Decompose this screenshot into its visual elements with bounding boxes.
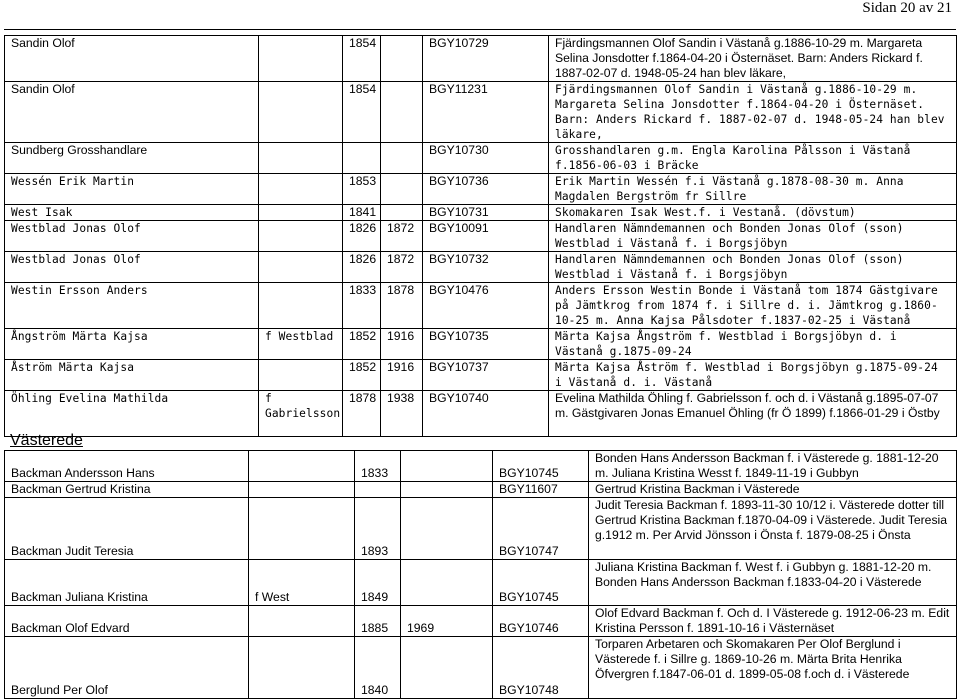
record-id: BGY10731 [423,205,549,221]
record-description: Handlaren Nämndemannen och Bonden Jonas Olof (sson) Westblad i Västanå f. i Borgsjöbyn [549,252,957,283]
record-id: BGY10745 [493,560,589,606]
birth-year: 1833 [343,283,381,329]
table-row [5,498,957,560]
birth-year: 1854 [343,36,381,82]
death-year: 1872 [381,252,423,283]
record-id: BGY10745 [493,451,589,482]
birth-year: 1841 [343,205,381,221]
maiden-name: f Gabrielsson [259,391,343,437]
death-year [401,637,493,699]
table-row [5,174,957,205]
table-row [5,252,957,283]
maiden-name [249,482,355,498]
birth-year [343,143,381,174]
table-row [5,637,957,699]
maiden-name [259,221,343,252]
record-id: BGY11231 [423,82,549,143]
person-name: Westin Ersson Anders [5,283,259,329]
death-year: 1916 [381,329,423,360]
maiden-name [249,606,355,637]
death-year: 1916 [381,360,423,391]
record-description: Fjärdingsmannen Olof Sandin i Västanå g.1886-10-29 m. Margareta Selina Jonsdotter f.1864-04-20 i Östernäset. Barn: Anders Rickard f. 1887-02-07 d. 1948-05-24 han blev läkare, [549,36,957,82]
table-row [5,143,957,174]
record-id: BGY10746 [493,606,589,637]
table-row [5,360,957,391]
record-id: BGY10737 [423,360,549,391]
person-name: Sundberg Grosshandlare [5,143,259,174]
birth-year: 1885 [355,606,401,637]
table-row [5,329,957,360]
maiden-name [249,451,355,482]
person-name: Backman Juliana Kristina [5,560,249,606]
record-description: Skomakaren Isak West.f. i Vestanå. (dövstum) [549,205,957,221]
birth-year [355,482,401,498]
death-year [401,498,493,560]
death-year: 1938 [381,391,423,437]
birth-year: 1849 [355,560,401,606]
record-id: BGY10476 [423,283,549,329]
record-description: Juliana Kristina Backman f. West f. i Gubbyn g. 1881-12-20 m. Bonden Hans Andersson Backman f.1833-04-20 i Västerede [589,560,957,606]
person-name: Åström Märta Kajsa [5,360,259,391]
register-table-top [4,35,957,437]
record-id: BGY10735 [423,329,549,360]
record-description: Grosshandlaren g.m. Engla Karolina Pålsson i Västanå f.1856-06-03 i Bräcke [549,143,957,174]
person-name: Ångström Märta Kajsa [5,329,259,360]
maiden-name [259,283,343,329]
person-name: Westblad Jonas Olof [5,221,259,252]
record-description: Handlaren Nämndemannen och Bonden Jonas Olof (sson) Westblad i Västanå f. i Borgsjöbyn [549,221,957,252]
person-name: Sandin Olof [5,82,259,143]
maiden-name [259,205,343,221]
maiden-name [259,360,343,391]
death-year [401,560,493,606]
table-row [5,205,957,221]
table-row [5,560,957,606]
maiden-name [249,498,355,560]
record-description: Judit Teresia Backman f. 1893-11-30 10/12 i. Västerede dotter till Gertrud Kristina Backman f.1870-04-09 i Västerede. Judit Teresia g.1912 m. Per Arvid Jönsson i Önsta f. 1879-08-25 i Önsta [589,498,957,560]
maiden-name [259,36,343,82]
maiden-name: f West [249,560,355,606]
record-id: BGY10736 [423,174,549,205]
record-id: BGY10732 [423,252,549,283]
record-description: Erik Martin Wessén f.i Västanå g.1878-08-30 m. Anna Magdalen Bergström fr Sillre [549,174,957,205]
header-divider [4,29,956,30]
table-row [5,451,957,482]
birth-year: 1853 [343,174,381,205]
birth-year: 1840 [355,637,401,699]
person-name: Berglund Per Olof [5,637,249,699]
maiden-name [259,252,343,283]
person-name: Backman Olof Edvard [5,606,249,637]
person-name: Sandin Olof [5,36,259,82]
birth-year: 1826 [343,221,381,252]
record-description: Bonden Hans Andersson Backman f. i Västerede g. 1881-12-20 m. Juliana Kristina Wesst f. 1849-11-19 i Gubbyn [589,451,957,482]
death-year [401,482,493,498]
death-year [381,36,423,82]
maiden-name: f Westblad [259,329,343,360]
record-id: BGY10729 [423,36,549,82]
table-row [5,82,957,143]
table-row [5,606,957,637]
death-year: 1878 [381,283,423,329]
table-row [5,283,957,329]
record-description: Torparen Arbetaren och Skomakaren Per Olof Berglund i Västerede f. i Sillre g. 1869-10-26 m. Märta Brita Henrika Öfvergren f.1847-06-01 d. 1899-05-08 f.och d. i Västerede [589,637,957,699]
person-name: Öhling Evelina Mathilda [5,391,259,437]
death-year: 1872 [381,221,423,252]
page-number-label: Sidan 20 av 21 [862,0,952,16]
record-id: BGY11607 [493,482,589,498]
maiden-name [259,143,343,174]
person-name: Backman Andersson Hans [5,451,249,482]
record-description: Evelina Mathilda Öhling f. Gabrielsson f. och d. i Västanå g.1895-07-07 m. Gästgivaren Jonas Emanuel Öhling (fr Ö 1899) f.1866-01-29 i Östby [549,391,957,437]
maiden-name [249,637,355,699]
record-id: BGY10748 [493,637,589,699]
register-table-section [4,450,957,699]
birth-year: 1854 [343,82,381,143]
record-description: Fjärdingsmannen Olof Sandin i Västanå g.1886-10-29 m. Margareta Selina Jonsdotter f.1864-04-20 i Östernäset. Barn: Anders Rickard f. 1887-02-07 d. 1948-05-24 han blev läkare, [549,82,957,143]
record-id: BGY10091 [423,221,549,252]
birth-year: 1893 [355,498,401,560]
person-name: Wessén Erik Martin [5,174,259,205]
person-name: West Isak [5,205,259,221]
record-description: Anders Ersson Westin Bonde i Västanå tom 1874 Gästgivare på Jämtkrog from 1874 f. i Sillre d. i. Jämtkrog g.1860-10-25 m. Anna Kajsa Pålsdoter f.1837-02-25 i Västanå [549,283,957,329]
table-row [5,221,957,252]
person-name: Westblad Jonas Olof [5,252,259,283]
birth-year: 1852 [343,329,381,360]
maiden-name [259,82,343,143]
record-id: BGY10740 [423,391,549,437]
birth-year: 1852 [343,360,381,391]
birth-year: 1833 [355,451,401,482]
record-description: Märta Kajsa Åström f. Westblad i Borgsjöbyn g.1875-09-24 i Västanå d. i. Västanå [549,360,957,391]
birth-year: 1878 [343,391,381,437]
table-row [5,482,957,498]
death-year: 1969 [401,606,493,637]
record-id: BGY10747 [493,498,589,560]
death-year [381,143,423,174]
record-description: Gertrud Kristina Backman i Västerede [589,482,957,498]
table-row [5,391,957,437]
section-title: Västerede [10,432,83,449]
table-row [5,36,957,82]
record-description: Olof Edvard Backman f. Och d. I Västerede g. 1912-06-23 m. Edit Kristina Persson f. 1891-10-16 i Västernäset [589,606,957,637]
birth-year: 1826 [343,252,381,283]
person-name: Backman Gertrud Kristina [5,482,249,498]
maiden-name [259,174,343,205]
death-year [381,205,423,221]
death-year [401,451,493,482]
record-description: Märta Kajsa Ångström f. Westblad i Borgsjöbyn d. i Västanå g.1875-09-24 [549,329,957,360]
death-year [381,82,423,143]
record-id: BGY10730 [423,143,549,174]
death-year [381,174,423,205]
person-name: Backman Judit Teresia [5,498,249,560]
